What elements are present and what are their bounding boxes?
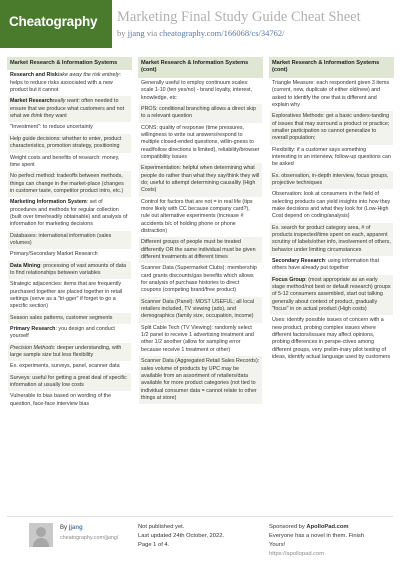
list-item bbox=[8, 70, 131, 96]
footer-author-name[interactable]: jjang bbox=[68, 525, 83, 531]
entry-text: : processing of vast amounts of data to find relationships between variables bbox=[10, 262, 127, 276]
publish-status: Not published yet. bbox=[138, 524, 185, 530]
entry-text: : you design and conduct yourself bbox=[10, 326, 115, 340]
entry-text: Ex. search for product category area, # of products inspected/time spent on each, apparent scrutiny of labels/other info, involvement of others, behavior under limiting circumstances bbox=[272, 224, 391, 253]
last-updated: Last updated 24th October, 2022. bbox=[138, 533, 225, 539]
list-item bbox=[8, 391, 131, 410]
byline-via: via bbox=[144, 28, 160, 38]
entry-text: Ex. experiments, surveys, panel, scanner data bbox=[10, 363, 120, 370]
logo-text: Cheatography bbox=[9, 14, 98, 29]
entry-text: they want bbox=[42, 113, 67, 120]
byline-prefix: by bbox=[117, 28, 128, 38]
entry-text: Control for factors that are not = in real life (tips more likely with CC because company card?), rule out alternative experiments (increase # accidents b/c of holding phone or phone distraction) bbox=[141, 198, 253, 234]
column-2 bbox=[138, 57, 263, 509]
entry-text: and not what we bbox=[10, 105, 125, 120]
sponsor-line bbox=[269, 523, 364, 532]
column-1-body bbox=[7, 70, 132, 410]
entry-text: Primary/Secondary Market Research bbox=[10, 251, 98, 258]
sponsor-tagline-1: Everyone has a novel in them. Finish bbox=[269, 533, 365, 539]
column-3 bbox=[269, 57, 394, 509]
list-item bbox=[8, 249, 131, 260]
entry-text: Season sales patterns, customer segments bbox=[10, 314, 113, 321]
entry-text: : using information that others have already put together bbox=[272, 258, 379, 272]
entry-text: PROS: conditional branching allows a direct skip to a relevant question bbox=[141, 105, 256, 120]
entry-emphasis: really want bbox=[52, 98, 79, 105]
author-link[interactable]: jjang bbox=[127, 28, 145, 38]
entry-term: Secondary Research bbox=[272, 258, 325, 265]
list-item bbox=[8, 231, 131, 250]
column-1 bbox=[7, 57, 132, 509]
entry-term: Primary Research bbox=[10, 326, 56, 333]
entry-emphasis: Precision Methods bbox=[10, 344, 54, 351]
entry-text: Scanner Data (Aggregated Retail Sales Records): sales volume of products by UPC may be available from an assortment of retailers/data available for more product categories (not tied to individual consumer data = cannot relate to other things at store) bbox=[141, 358, 260, 401]
list-item bbox=[8, 313, 131, 324]
entry-term: Focus Group bbox=[272, 276, 306, 283]
list-item bbox=[8, 134, 131, 153]
list-item bbox=[270, 256, 393, 275]
list-item bbox=[8, 361, 131, 372]
list-item bbox=[139, 78, 262, 104]
entry-text: Vulnerable to bias based on wording of the question, face-face interview bias bbox=[10, 393, 112, 407]
entry-emphasis: think bbox=[31, 113, 43, 120]
entry-term: Market Research bbox=[10, 98, 53, 105]
entry-text: Observation: look at consumers in the field of selecting products can yield insights into how they make decisions and what they look for (Low-High Cost depend on coding/analysis) bbox=[272, 191, 391, 220]
entry-term: Research and Risk bbox=[10, 72, 58, 79]
list-item bbox=[139, 323, 262, 356]
entry-text: Ex. observation, in-depth interview, focus groups, projective techniques bbox=[272, 172, 389, 186]
sponsor-tagline-2: Yours! bbox=[269, 542, 286, 548]
list-item bbox=[139, 297, 262, 323]
list-item bbox=[139, 356, 262, 404]
entry-text: "Investment": to reduce uncertainty bbox=[10, 124, 93, 131]
list-item bbox=[8, 279, 131, 312]
list-item bbox=[139, 263, 262, 296]
entry-text: Split Cable Tech (TV Viewing): randomly select 1/2 panel to receive 1 advertising treatment and other 1/2 another (allow for sampling error because receive 1 treatment or other) bbox=[141, 324, 254, 353]
entry-text: Triangle Measure: each respondent given 3 items (current, new, duplicate of either old/new) and asked to identify the one that is different and explain why bbox=[272, 79, 390, 108]
column-2-body bbox=[138, 78, 263, 404]
entry-text: Surveys: useful for getting a great deal of specific information at usually low costs bbox=[10, 374, 127, 389]
entry-text: Generally useful to employ continuum scales: scale 1-10 (ten yes/no) - brand loyalty, interest, knowledge, etc bbox=[141, 79, 252, 101]
entry-text: No perfect method: tradeoffs between methods, things can change in the market-place (changes in customer taste, competitor product intro, etc.) bbox=[10, 173, 124, 194]
list-item bbox=[270, 145, 393, 171]
entry-text: : often needed to ensure that we produce what customers bbox=[10, 98, 119, 112]
entry-emphasis: take away the risk entirely bbox=[57, 72, 120, 79]
footer-author bbox=[60, 525, 83, 531]
entry-text: Scanner Data (Panel): MOST USEFUL; all local retailers included, TV viewing (ads), and demographics (family size, occupation, income) bbox=[141, 298, 255, 320]
list-item bbox=[139, 104, 262, 123]
byline bbox=[117, 28, 285, 38]
list-item bbox=[270, 171, 393, 190]
list-item bbox=[8, 373, 131, 392]
entry-text: Uses: identify possible issues of concern with a new product, probing complex issues where different factors/issues may affect opinions, probing differences in perspe-ctives among different groups, very prelim-inary pilot testing of ideas, identify actual language used by customers bbox=[272, 317, 391, 361]
list-item bbox=[139, 237, 262, 263]
footer-publish-info bbox=[138, 523, 224, 550]
list-item bbox=[8, 171, 131, 197]
sponsor-prefix: Sponsored by bbox=[269, 524, 307, 530]
footer-by-label: By bbox=[60, 525, 69, 531]
list-item bbox=[270, 189, 393, 222]
entry-text: Experimentation: helpful when determining what people do rather than what they say/think they will do; useful to attempt determining causality (High Costs) bbox=[141, 165, 260, 194]
list-item bbox=[139, 197, 262, 238]
list-item bbox=[270, 223, 393, 256]
list-item bbox=[270, 275, 393, 316]
sheet-url-link[interactable]: cheatography.com/166068/cs/34762/ bbox=[159, 28, 285, 38]
cheatography-logo[interactable] bbox=[0, 0, 112, 48]
entry-text: CONS: quality of response (time pressures, willingness to write out answers/respond to multiple closed-ended questions, willin-gness to read/follow directions is limited), reliability/browser compatibility issues bbox=[141, 124, 260, 160]
entry-text: Exploratives Methods: get a basic unders-tanding of issues that may surround a product or practice; smaller participation so cannot generalize to overall population; bbox=[272, 113, 390, 142]
footer-author-url[interactable]: cheatography.com/jjang/ bbox=[60, 535, 119, 541]
list-item bbox=[270, 78, 393, 111]
entry-text: Different groups of people must be treated differently OR the same individual must be given different treatments at different times bbox=[141, 239, 256, 261]
page-footer bbox=[0, 516, 400, 566]
entry-text: Strategic adjacencies: items that are frequently purchased together are placed together in retail settings (serve as a "tri-gger" if forget to go a specific section) bbox=[10, 281, 123, 310]
column-1-header: Market Research & Information Systems bbox=[7, 57, 132, 70]
footer-sponsor bbox=[269, 523, 364, 559]
list-item bbox=[8, 197, 131, 230]
list-item bbox=[8, 122, 131, 133]
entry-text: Weight costs and benefits of research: money, time spent bbox=[10, 154, 120, 168]
footer-divider bbox=[7, 516, 393, 517]
entry-term: Marketing Information System bbox=[10, 199, 87, 206]
list-item bbox=[270, 111, 393, 144]
entry-text: Flexibility: if a customer says something interesting in an interview, follow-up questions can be asked bbox=[272, 146, 391, 168]
entry-text: Scanner Data (Supermarket Clubs): membership card grants discounts/gas benefits which allows for analysis of purchase histories to direct coupons (competing brand/free product) bbox=[141, 265, 257, 294]
entry-text: Help guide decisions: whether to enter, product characteristics, promotion strategy, positioning bbox=[10, 135, 122, 150]
entry-text: : set of procedures and methods for regular collection (built over time/readily obtainable) and analysis of information for marketing decisions bbox=[10, 199, 128, 228]
list-item bbox=[8, 343, 131, 362]
list-item bbox=[8, 96, 131, 122]
page-title: Marketing Final Study Guide Cheat Sheet bbox=[117, 9, 361, 25]
sponsor-name[interactable]: ApolloPad.com bbox=[306, 524, 349, 530]
page-number: Page 1 of 4. bbox=[138, 542, 170, 548]
list-item bbox=[139, 123, 262, 164]
author-avatar[interactable] bbox=[29, 523, 53, 547]
page-header bbox=[0, 0, 400, 48]
entry-text: : helps to reduce risks associated with a new product but it cannot bbox=[10, 72, 121, 94]
column-3-header: Market Research & Information Systems (cont) bbox=[269, 57, 394, 78]
list-item bbox=[270, 315, 393, 363]
sponsor-url[interactable]: https://apollopad.com bbox=[269, 551, 325, 557]
list-item bbox=[8, 153, 131, 172]
column-2-header: Market Research & Information Systems (cont) bbox=[138, 57, 263, 78]
entry-text: : (most appropriate as an early stage method/not best or default research) groups of 5-12 consumers assembled, start out talking generally about context of product, gradually "focus" in on actual product (High costs) bbox=[272, 276, 391, 313]
list-item bbox=[139, 163, 262, 196]
list-item bbox=[8, 261, 131, 280]
column-3-body bbox=[269, 78, 394, 364]
entry-term: Data Mining bbox=[10, 262, 41, 269]
entry-text: Databases: international information (sales volumes) bbox=[10, 232, 112, 246]
list-item bbox=[8, 324, 131, 343]
entry-text: : deeper understanding, with large sample size but less flexibility bbox=[10, 344, 122, 359]
